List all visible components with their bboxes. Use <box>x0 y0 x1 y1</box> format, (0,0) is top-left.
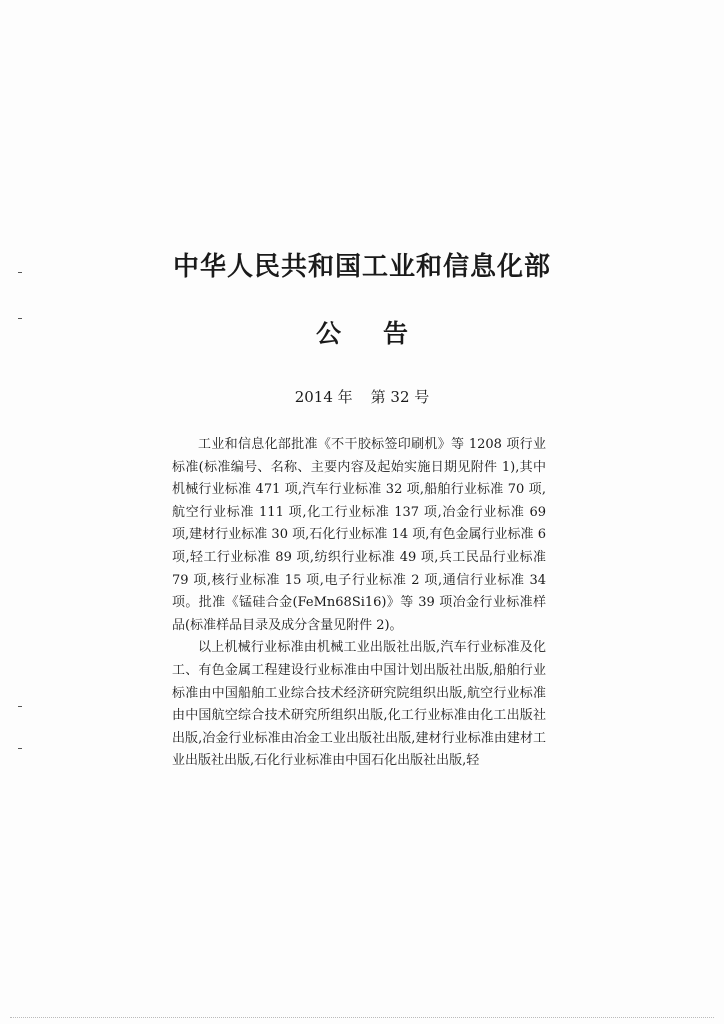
issue-number <box>0 386 724 407</box>
scan-mark <box>18 748 22 749</box>
scan-edge <box>10 1016 714 1018</box>
heading-char-left: 公 <box>315 319 341 348</box>
paragraph-1: 工业和信息化部批准《不干胶标签印刷机》等 1208 项行业标准(标准编号、名称、主要内容及起始实施日期见附件 1),其中机械行业标准 471 项,汽车行业标准 32 项,船舶行业标准 70 项,航空行业标准 111 项,化工行业标准 137 项,冶金行业标准 69 项,建材行业标准 30 项,石化行业标准 14 项,有色金属行业标准 6 项,轻工行业标准 89 项,纺织行业标准 49 项,兵工民品行业标准 79 项,核行业标准 15 项,电子行业标准 2 项,通信行业标准 34 项。批准《锰硅合金(FeMn68Si16)》等 39 项冶金行业标准样品(标准样品目录及成分含量见附件 2)。 <box>172 437 546 633</box>
scan-mark <box>18 318 22 319</box>
heading-char-right: 告 <box>383 319 409 348</box>
notice-body <box>172 434 546 773</box>
scan-mark <box>18 272 22 273</box>
issuer-title: 中华人民共和国工业和信息化部 <box>172 252 551 282</box>
scan-mark <box>18 706 22 707</box>
issue-sequence: 第 32 号 <box>370 388 430 406</box>
notice-heading <box>0 314 724 350</box>
paragraph-2: 以上机械行业标准由机械工业出版社出版,汽车行业标准及化工、有色金属工程建设行业标准由中国计划出版社出版,船舶行业标准由中国船舶工业综合技术经济研究院组织出版,航空行业标准由中国航空综合技术研究所组织出版,化工行业标准由化工出版社出版,冶金行业标准由冶金工业出版社出版,建材行业标准由建材工业出版社出版,石化行业标准由中国石化出版社出版,轻 <box>172 640 546 769</box>
issue-year: 2014 年 <box>294 388 353 406</box>
